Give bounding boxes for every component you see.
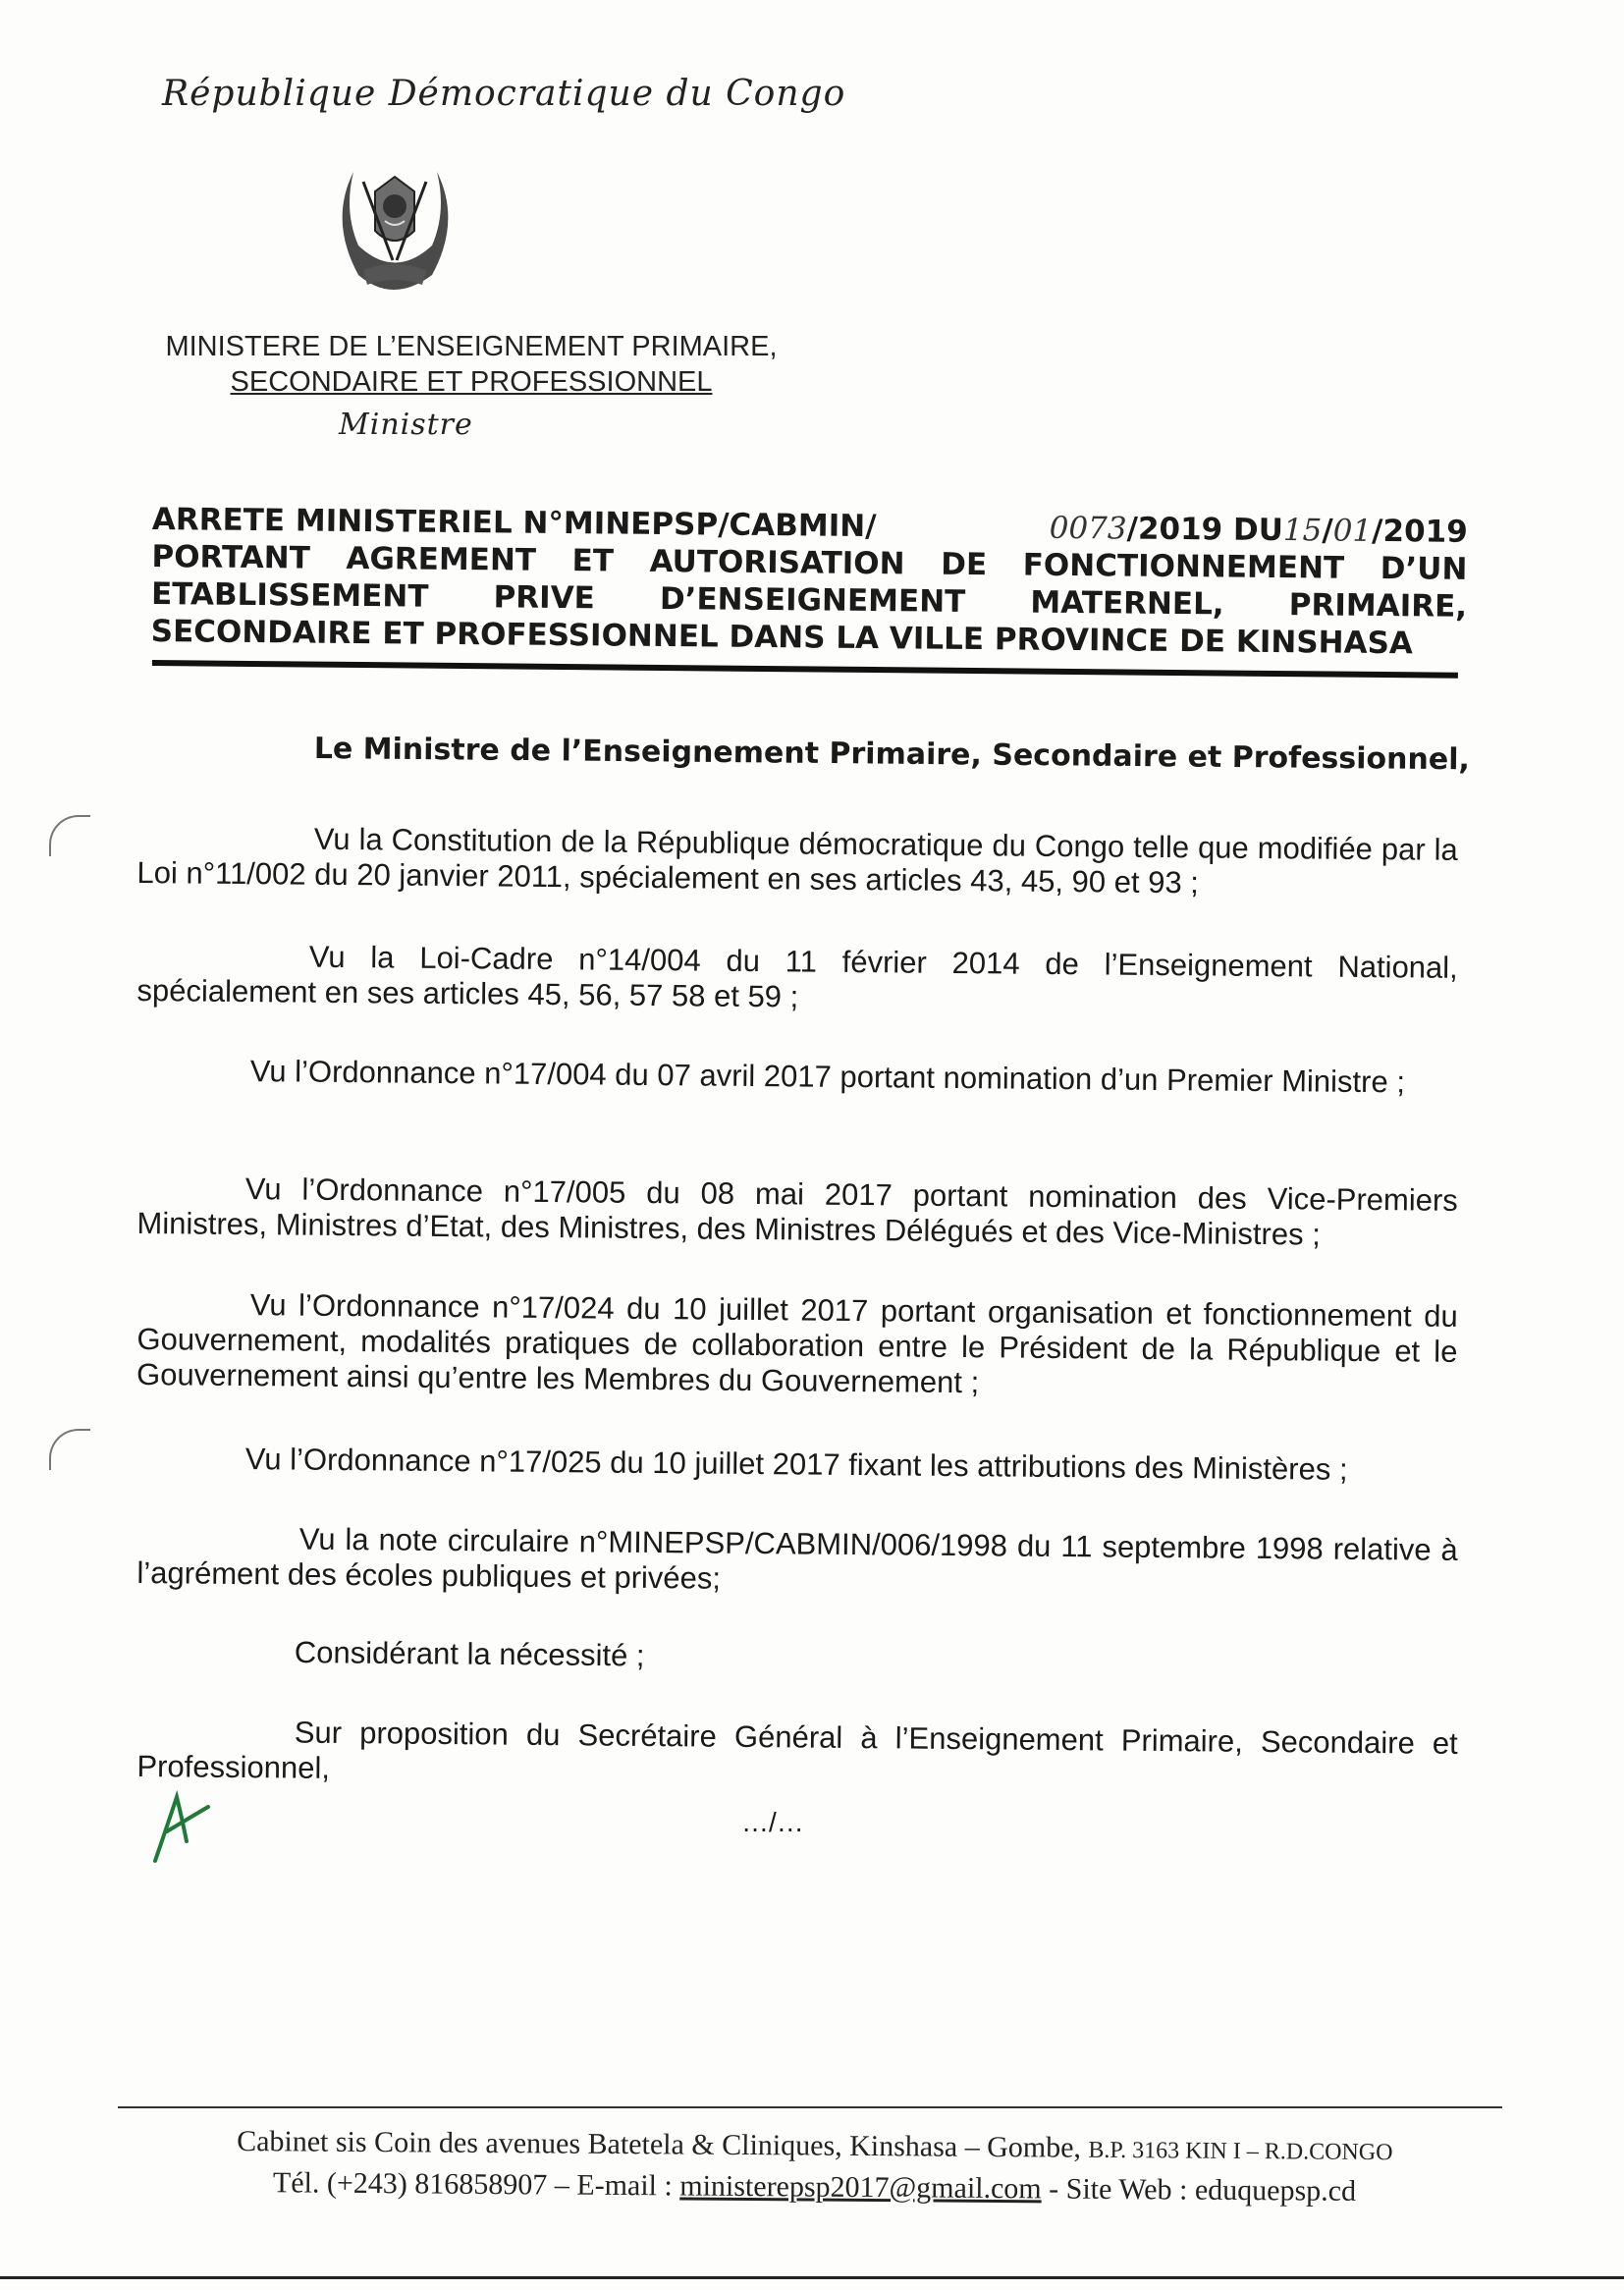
paragraph-note-circulaire: Vu la note circulaire n°MINEPSP/CABMIN/006/1998 du 11 septembre 1998 relative à l’agrément des écoles publiques et privées; [136,1521,1458,1596]
page-bottom-edge [0,2276,1624,2279]
footer-email-link[interactable]: ministerepsp2017@gmail.com [679,2169,1042,2206]
paragraph-ordonnance-17-024: Vu l’Ordonnance n°17/024 du 10 juillet 2017 portant organisation et fonctionnement du Gouvernement, modalités pratiques de collaboration entre le Président de la République et le Gouvernement ainsi qu’entre les Membres du Gouvernement ; [135,1287,1458,1400]
footer-rule [118,2106,1502,2108]
paragraph-constitution: Vu la Constitution de la République démocratique du Congo telle que modifiée par la Loi n°11/002 du 20 janvier 2011, spécialement en ses articles 43, 45, 90 et 93 ; [136,821,1458,900]
paragraph-considerant: Considérant la nécessité ; [294,1635,645,1673]
decree-month: 01 [1332,513,1373,549]
ministry-line-2: SECONDAIRE ET PROFESSIONNEL [230,366,713,398]
title-underline-rule [152,660,1458,679]
minister-heading: Le Ministre de l’Enseignement Primaire, Secondaire et Professionnel, [313,732,1471,778]
ministry-line-1: MINISTERE DE L’ENSEIGNEMENT PRIMAIRE, [165,331,778,362]
footer-postal-box: B.P. 3163 KIN I – R.D.CONGO [1088,2137,1393,2166]
paragraph-ordonnance-17-025: Vu l’Ordonnance n°17/025 du 10 juillet 2017 fixant les attributions des Ministères ; [244,1442,1348,1487]
paragraph-loi-cadre: Vu la Loi-Cadre n°14/004 du 11 février 2014 de l’Enseignement National, spécialement en ses articles 45, 56, 57 58 et 59 ; [136,939,1458,1014]
decree-prefix: ARRETE MINISTERIEL N°MINEPSP/CABMIN/ [151,501,877,545]
decree-day: 15 [1282,513,1323,549]
coat-of-arms-emblem [324,152,466,309]
continuation-mark: …/… [741,1807,804,1837]
footer-website: - Site Web : eduquepsp.cd [1049,2172,1357,2208]
decree-year-end: /2019 [1371,513,1468,550]
footer-phone: Tél. (+243) 816858907 – E-mail : [272,2166,673,2203]
paragraph-ordonnance-17-004: Vu l’Ordonnance n°17/004 du 07 avril 2017 portant nomination d’un Premier Ministre ; [249,1054,1406,1100]
paragraph-ordonnance-17-005: Vu l’Ordonnance n°17/005 du 08 mai 2017 portant nomination des Vice-Premiers Ministres, Ministres d’Etat, des Ministres, des Ministres Délégués et des Vice-Ministres ; [136,1172,1458,1252]
punch-hole-mark [49,815,90,856]
ministre-label: Ministre [339,408,473,442]
footer-address-main: Cabinet sis Coin des avenues Batetela & Cliniques, Kinshasa – Gombe, [237,2124,1082,2164]
paragraph-proposition: Sur proposition du Secrétaire Général à l’Enseignement Primaire, Secondaire et Professionnel, [136,1715,1458,1785]
decree-title [151,501,1468,663]
handwritten-initial-signature [147,1787,216,1871]
footer-address [117,2121,1512,2212]
republic-heading: République Démocratique du Congo [162,74,846,114]
decree-number: 0073 [1049,510,1127,547]
decree-year-du: /2019 DU [1126,511,1284,549]
date-separator: / [1322,513,1333,549]
decree-subject: PORTANT AGREMENT ET AUTORISATION DE FONCTIONNEMENT D’UN ETABLISSEMENT PRIVE D’ENSEIGNEMENT MATERNEL, PRIMAIRE, SECONDAIRE ET PROFESSIONNEL DANS LA VILLE PROVINCE DE KINSHASA [150,538,1468,662]
punch-hole-mark [49,1429,90,1470]
ministry-name [157,329,785,400]
